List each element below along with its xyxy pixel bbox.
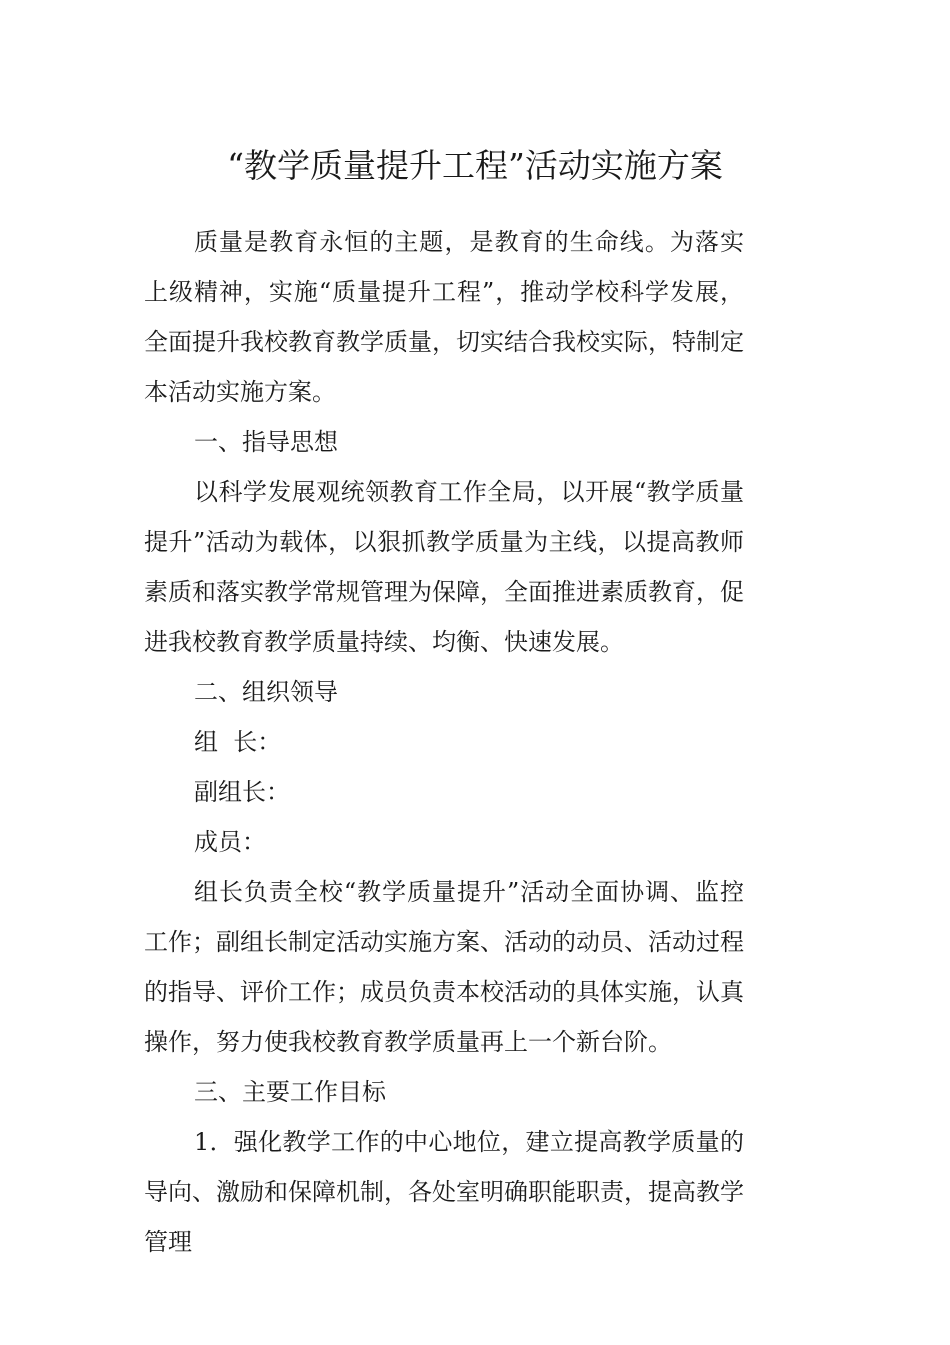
document-title: “教学质量提升工程”活动实施方案 — [227, 146, 723, 186]
section-heading-guiding-ideology: 一、指导思想 — [194, 428, 338, 456]
guiding-ideology-paragraph: 以科学发展观统领教育工作全局，以开展“教学质量提升”活动为载体，以狠抓教学质量为主线，以提高教师素质和落实教学常规管理为保障，全面推进素质教育，促进我校教育教学质量持续、均衡、快速发展。 — [144, 478, 744, 656]
goal-item-1: 1．强化教学工作的中心地位，建立提高教学质量的导向、激励和保障机制，各处室明确职能职责，提高教学管理 — [144, 1128, 744, 1256]
responsibilities-paragraph: 组长负责全校“教学质量提升”活动全面协调、监控工作；副组长制定活动实施方案、活动的动员、活动过程的指导、评价工作；成员负责本校活动的具体实施，认真操作，努力使我校教育教学质量再上一个新台阶。 — [144, 878, 744, 1056]
document-body — [144, 217, 744, 1267]
section-heading-organization: 二、组织领导 — [194, 678, 338, 706]
section-heading-main-goals: 三、主要工作目标 — [194, 1078, 386, 1106]
intro-paragraph: 质量是教育永恒的主题，是教育的生命线。为落实上级精神，实施“质量提升工程”，推动学校科学发展，全面提升我校教育教学质量，切实结合我校实际，特制定本活动实施方案。 — [144, 228, 744, 406]
role-deputy-leader: 副组长： — [194, 778, 290, 806]
role-team-leader: 组 长： — [194, 728, 282, 756]
role-members: 成员： — [194, 828, 266, 856]
